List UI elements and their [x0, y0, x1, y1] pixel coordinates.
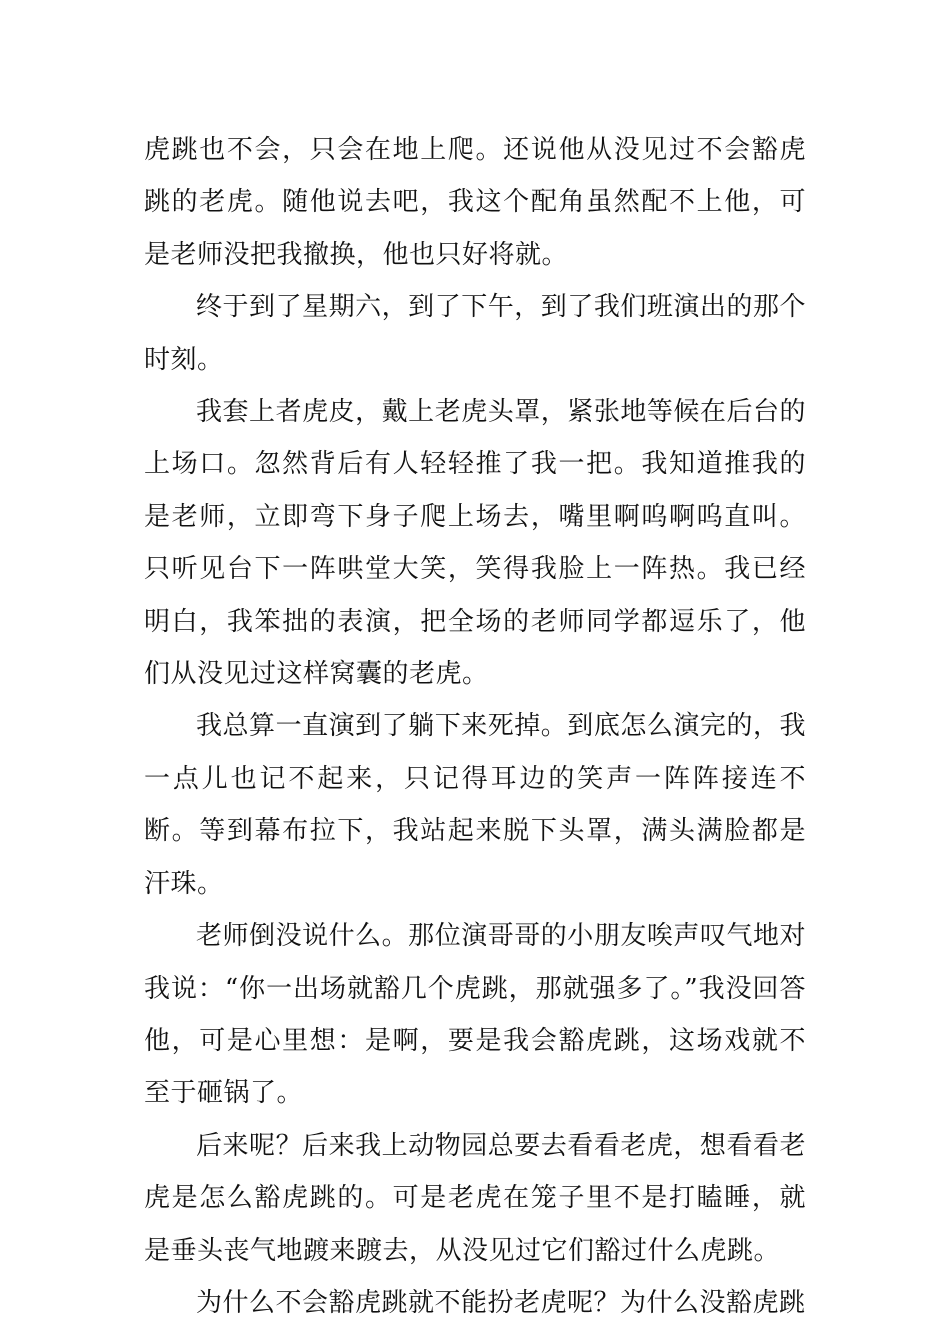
paragraph-3: 我套上者虎皮，戴上老虎头罩，紧张地等候在后台的上场口。忽然背后有人轻轻推了我一把。我知道推我的是老师，立即弯下身子爬上场去，嘴里啊呜啊呜直叫。只听见台下一阵哄堂大笑，笑得我脸上一阵热。我已经明白，我笨拙的表演，把全场的老师同学都逗乐了，他们从没见过这样窝囊的老虎。 — [144, 397, 806, 690]
paragraph-7: 为什么不会豁虎跳就不能扮老虎呢？为什么没豁虎跳 — [196, 1287, 806, 1318]
paragraph-2: 终于到了星期六，到了下午，到了我们班演出的那个时刻。 — [144, 292, 806, 375]
paragraph-4: 我总算一直演到了躺下来死掉。到底怎么演完的，我一点儿也记不起来，只记得耳边的笑声一阵阵接连不断。等到幕布拉下，我站起来脱下头罩，满头满脸都是汗珠。 — [144, 711, 806, 899]
paragraph-5: 老师倒没说什么。那位演哥哥的小朋友唉声叹气地对我说：“你一出场就豁几个虎跳，那就强多了。”我没回答他，可是心里想：是啊，要是我会豁虎跳，这场戏就不至于砸锅了。 — [144, 921, 806, 1109]
paragraph-1: 虎跳也不会，只会在地上爬。还说他从没见过不会豁虎跳的老虎。随他说去吧，我这个配角虽然配不上他，可是老师没把我撤换，他也只好将就。 — [144, 135, 806, 270]
paragraph-6: 后来呢？后来我上动物园总要去看看老虎，想看看老虎是怎么豁虎跳的。可是老虎在笼子里不是打瞌睡，就是垂头丧气地踱来踱去，从没见过它们豁过什么虎跳。 — [144, 1130, 806, 1266]
document-page — [144, 124, 806, 1329]
